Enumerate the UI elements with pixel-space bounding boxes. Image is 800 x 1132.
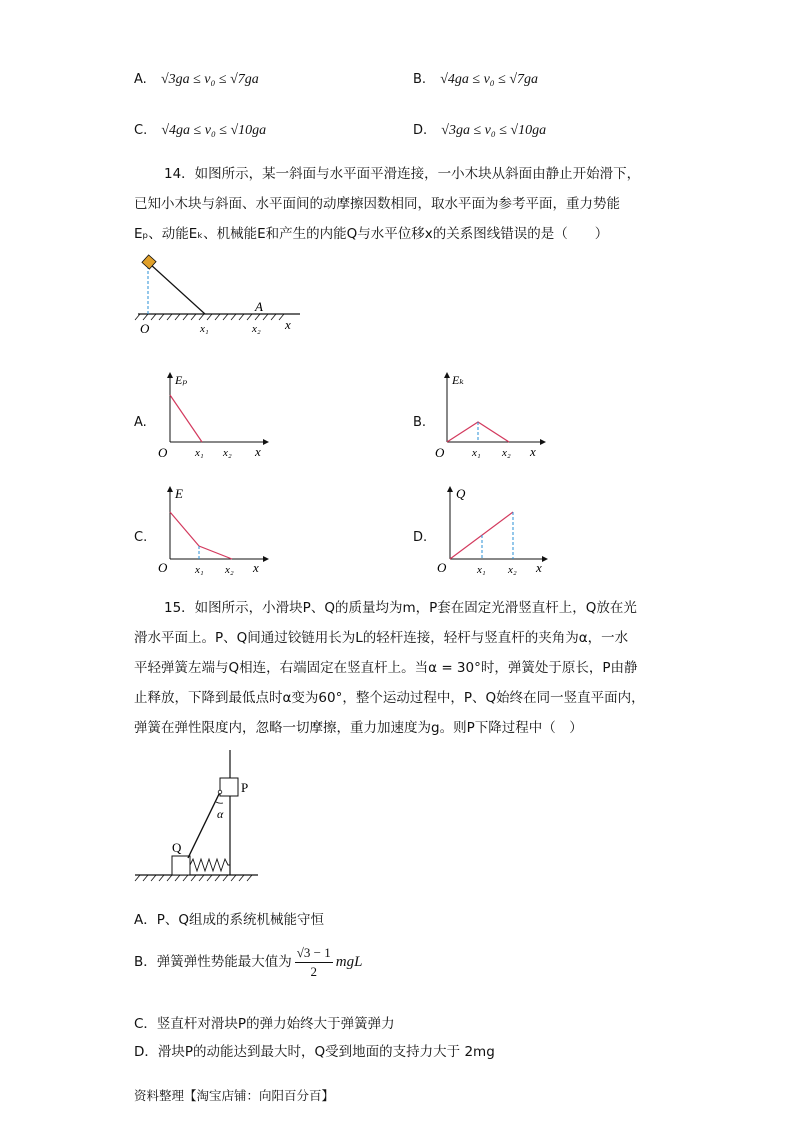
option-label: A. xyxy=(134,72,147,87)
fraction xyxy=(295,944,333,981)
x-axis-label: x xyxy=(536,560,542,575)
incline-figure xyxy=(130,252,310,342)
graph-e xyxy=(155,484,275,576)
fraction-numerator: √3 − 1 xyxy=(295,944,333,963)
x-axis-label: x xyxy=(285,317,291,332)
q14-graph-c-label: C. xyxy=(134,530,148,545)
x1-label: x₁ xyxy=(472,447,481,459)
label-q: Q xyxy=(172,840,182,855)
incline-line xyxy=(150,264,205,314)
q14-graph-d-label: D. xyxy=(413,530,428,545)
q15-line-4: 止释放，下降到最低点时α变为60°，整个运动过程中，P、Q始终在同一竖直平面内， xyxy=(134,690,645,706)
hinge xyxy=(218,790,222,794)
q13-option-b xyxy=(413,72,538,88)
q14-graph-b-label: B. xyxy=(413,415,427,430)
ep-curve xyxy=(170,395,202,442)
light-rod xyxy=(188,792,220,858)
q14-line-1: 14．如图所示，某一斜面与水平面平滑连接，一小木块从斜面由静止开始滑下， xyxy=(164,166,641,182)
x2-label: x₂ xyxy=(252,323,261,335)
x1-label: x₁ xyxy=(195,564,204,576)
q14-graph-a-label: A. xyxy=(134,415,147,430)
x1-label: x₁ xyxy=(200,323,209,335)
q13-option-c xyxy=(134,123,266,139)
footer-source: 资料整理【淘宝店铺：向阳百分百】 xyxy=(134,1088,335,1103)
q15-option-c: C．竖直杆对滑块P的弹力始终大于弹簧弹力 xyxy=(134,1016,395,1032)
x2-label: x₂ xyxy=(508,564,517,576)
graph-ep xyxy=(155,370,275,460)
slider-spring-figure xyxy=(130,748,270,888)
q14-line-3: Eₚ、动能Eₖ、机械能E和产生的内能Q与水平位移x的关系图线错误的是（ ） xyxy=(134,226,609,242)
x-axis-label: x xyxy=(255,444,261,459)
graph-q xyxy=(432,484,557,576)
q15-option-d: D．滑块P的动能达到最大时，Q受到地面的支持力大于 2mg xyxy=(134,1044,495,1060)
q15-line-2: 滑水平面上。P、Q间通过铰链用长为L的轻杆连接，轻杆与竖直杆的夹角为α，一水 xyxy=(134,630,629,646)
x2-label: x₂ xyxy=(223,447,232,459)
origin-label: O xyxy=(437,560,447,575)
q15-option-a: A．P、Q组成的系统机械能守恒 xyxy=(134,912,325,928)
ground-hatch xyxy=(135,314,284,320)
graph-ek xyxy=(432,370,552,460)
option-b-suffix: mgL xyxy=(335,953,363,970)
q15-option-b xyxy=(134,940,362,984)
q14-line-2: 已知小木块与斜面、水平面间的动摩擦因数相同，取水平面为参考平面，重力势能 xyxy=(134,196,620,212)
origin-label: O xyxy=(140,321,150,336)
ground-hatch xyxy=(135,875,252,881)
label-p: P xyxy=(241,780,249,795)
label-alpha: α xyxy=(217,807,224,821)
q13-option-d xyxy=(413,123,546,139)
x2-label: x₂ xyxy=(502,447,511,459)
fraction-denominator: 2 xyxy=(310,963,317,979)
option-expression: √3ga ≤ v₀ ≤ √7ga xyxy=(160,72,259,87)
option-b-text: B．弹簧弹性势能最大值为 xyxy=(134,953,292,970)
origin-label: O xyxy=(158,560,168,575)
x2-label: x₂ xyxy=(225,564,234,576)
y-axis-label: E xyxy=(175,486,183,501)
x-axis-label: x xyxy=(253,560,259,575)
origin-label: O xyxy=(435,445,445,460)
q15-line-3: 平轻弹簧左端与Q相连，右端固定在竖直杆上。当α = 30°时，弹簧处于原长，P由静 xyxy=(134,660,638,676)
angle-arc xyxy=(216,802,223,803)
y-axis-label: Eₚ xyxy=(175,373,188,387)
q15-line-1: 15．如图所示，小滑块P、Q的质量均为m，P套在固定光滑竖直杆上，Q放在光 xyxy=(164,600,637,616)
origin-label: O xyxy=(158,445,168,460)
option-expression: √3ga ≤ v₀ ≤ √10ga xyxy=(441,123,547,138)
option-label: D. xyxy=(413,123,428,138)
y-axis-label: Q xyxy=(456,486,466,501)
option-expression: √4ga ≤ v₀ ≤ √7ga xyxy=(440,72,539,87)
q15-line-5: 弹簧在弹性限度内，忽略一切摩擦，重力加速度为g。则P下降过程中（ ） xyxy=(134,720,583,736)
slider-p xyxy=(220,778,238,796)
option-expression: √4ga ≤ v₀ ≤ √10ga xyxy=(161,123,267,138)
x1-label: x₁ xyxy=(195,447,204,459)
spring xyxy=(190,859,230,871)
slider-q xyxy=(172,856,190,875)
y-axis-label: Eₖ xyxy=(452,373,464,387)
option-label: B. xyxy=(413,72,427,87)
point-a-label: A xyxy=(255,299,263,314)
q13-option-a xyxy=(134,72,259,88)
x-axis-label: x xyxy=(530,444,536,459)
e-curve xyxy=(170,512,232,559)
option-label: C. xyxy=(134,123,148,138)
x1-label: x₁ xyxy=(477,564,486,576)
